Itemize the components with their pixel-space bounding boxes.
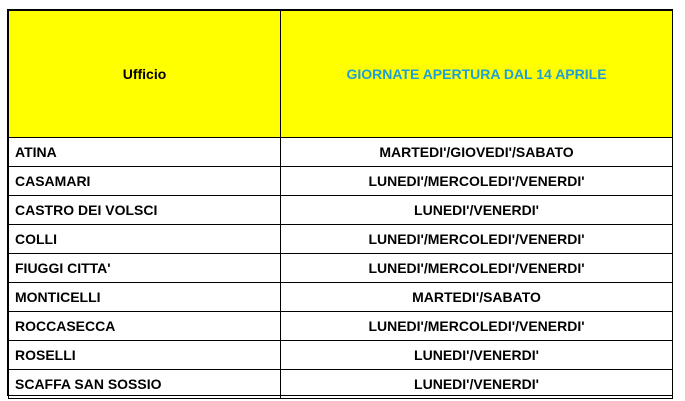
office-cell: ROCCASECCA [9, 312, 281, 341]
opening-days-cell: LUNEDI'/VENERDI' [281, 196, 673, 225]
opening-days-cell: MARTEDI'/GIOVEDI'/SABATO [281, 138, 673, 167]
office-cell: SCAFFA SAN SOSSIO [9, 370, 281, 399]
table-row [9, 370, 673, 399]
opening-days-cell: MARTEDI'/SABATO [281, 283, 673, 312]
opening-days-cell: LUNEDI'/VENERDI' [281, 370, 673, 399]
office-cell: CASAMARI [9, 167, 281, 196]
office-cell: CASTRO DEI VOLSCI [9, 196, 281, 225]
table-row [9, 341, 673, 370]
opening-days-cell: LUNEDI'/MERCOLEDI'/VENERDI' [281, 312, 673, 341]
table-header-row [9, 11, 673, 138]
table-row [9, 167, 673, 196]
opening-days-cell: LUNEDI'/MERCOLEDI'/VENERDI' [281, 167, 673, 196]
opening-days-cell: LUNEDI'/VENERDI' [281, 341, 673, 370]
table-row [9, 254, 673, 283]
office-cell: ROSELLI [9, 341, 281, 370]
table-row [9, 196, 673, 225]
office-cell: MONTICELLI [9, 283, 281, 312]
table-row [9, 225, 673, 254]
opening-days-table-container [7, 9, 673, 396]
table-row [9, 283, 673, 312]
office-column-header: Ufficio [9, 11, 281, 138]
table-row [9, 138, 673, 167]
opening-days-cell: LUNEDI'/MERCOLEDI'/VENERDI' [281, 254, 673, 283]
office-cell: ATINA [9, 138, 281, 167]
opening-days-cell: LUNEDI'/MERCOLEDI'/VENERDI' [281, 225, 673, 254]
office-cell: COLLI [9, 225, 281, 254]
opening-days-table [8, 10, 673, 399]
opening-days-column-header: GIORNATE APERTURA DAL 14 APRILE [281, 11, 673, 138]
office-cell: FIUGGI CITTA' [9, 254, 281, 283]
table-row [9, 312, 673, 341]
